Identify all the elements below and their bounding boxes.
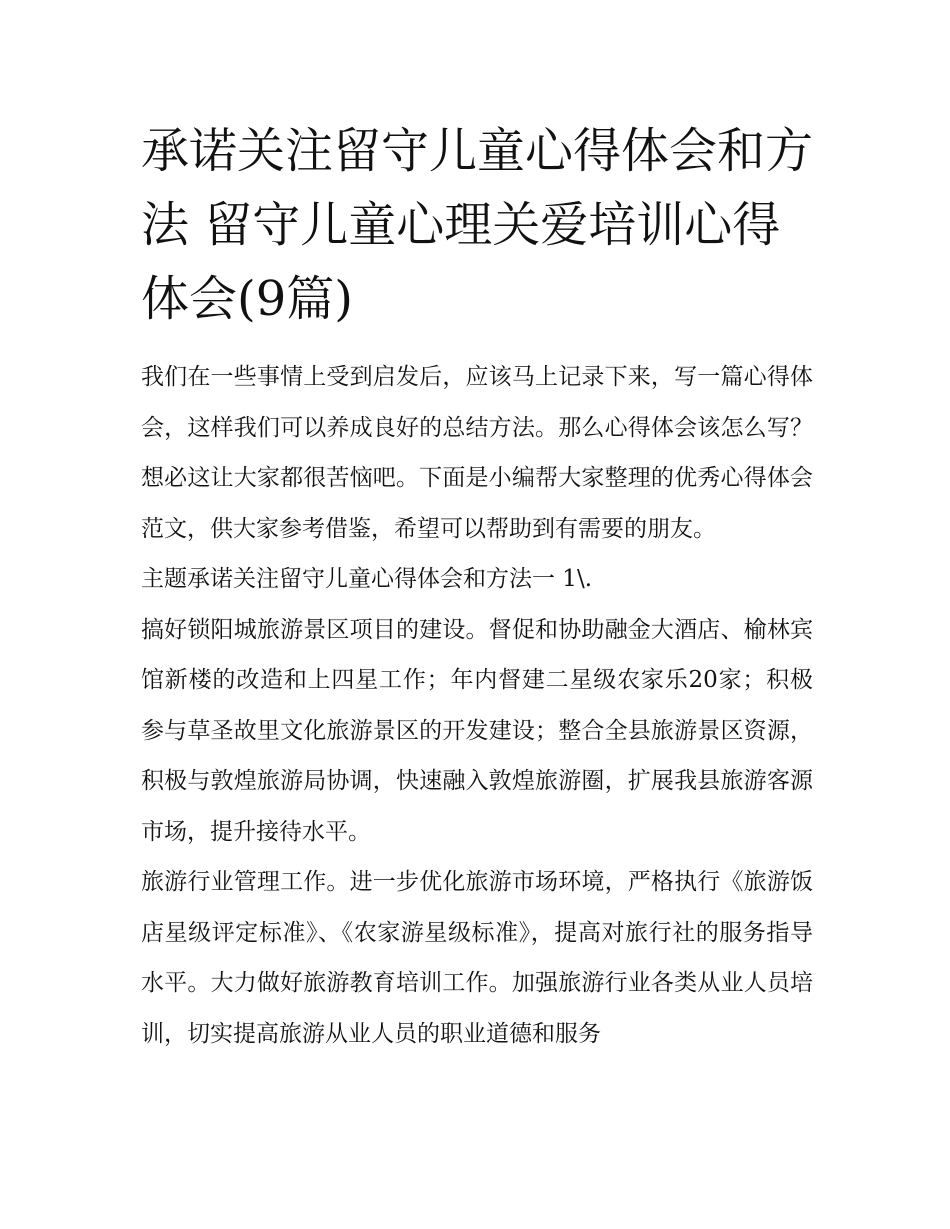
document-title: 承诺关注留守儿童心得体会和方法 留守儿童心理关爱培训心得体会(9篇): [141, 123, 814, 327]
body-paragraph: 搞好锁阳城旅游景区项目的建设。督促和协助融金大酒店、榆林宾馆新楼的改造和上四星工作；年内督建二星级农家乐20家；积极参与草圣故里文化旅游景区的开发建设；整合全县旅游景区资源，积极与敦煌旅游局协调，快速融入敦煌旅游圈，扩展我县旅游客源市场，提升接待水平。: [141, 616, 813, 845]
document-body: [141, 114, 813, 1059]
intro-paragraph: 我们在一些事情上受到启发后，应该马上记录下来，写一篇心得体会，这样我们可以养成良好的总结方法。那么心得体会该怎么写？想必这让大家都很苦恼吧。下面是小编帮大家整理的优秀心得体会范文，供大家参考借鉴，希望可以帮助到有需要的朋友。: [141, 364, 813, 542]
section-heading: 主题承诺关注留守儿童心得体会和方法一 1\.: [141, 566, 593, 592]
body-paragraph: 旅游行业管理工作。进一步优化旅游市场环境，严格执行《旅游饭店星级评定标准》、《农家游星级标准》，提高对旅行社的服务指导水平。大力做好旅游教育培训工作。加强旅游行业各类从业人员培训，切实提高旅游从业人员的职业道德和服务: [141, 869, 813, 1047]
